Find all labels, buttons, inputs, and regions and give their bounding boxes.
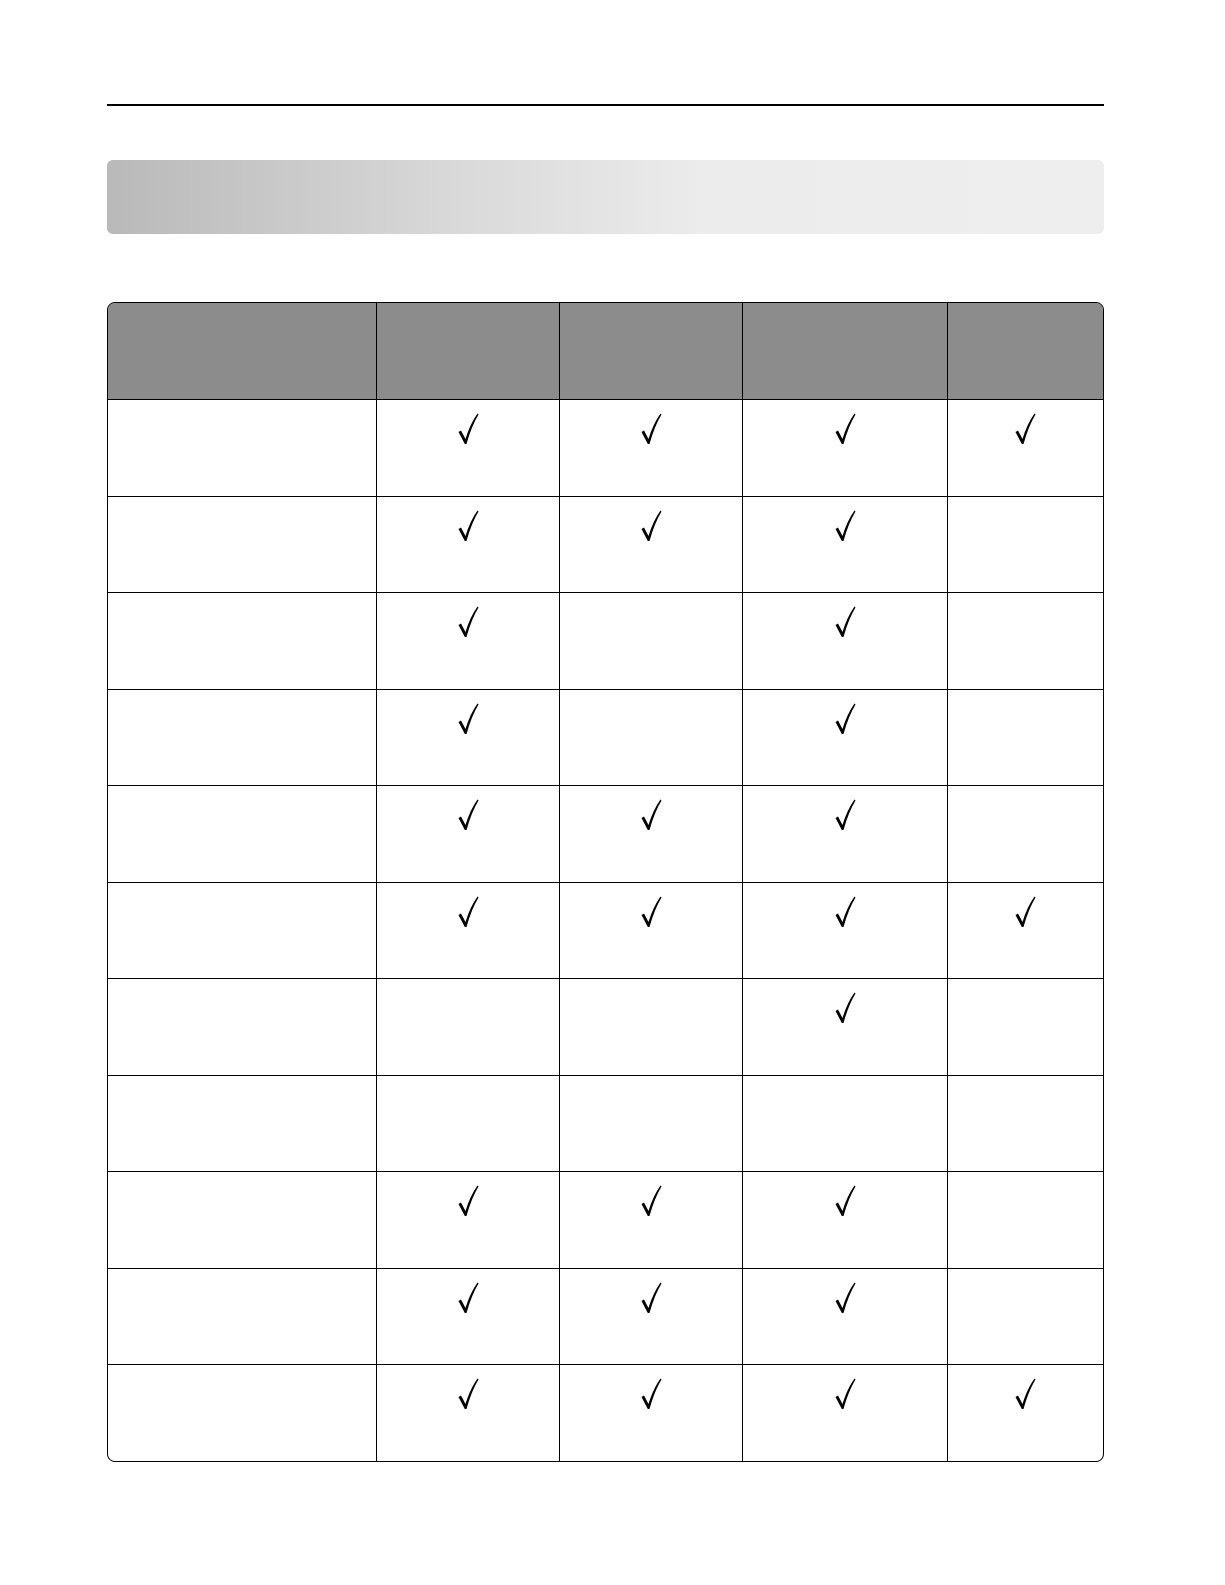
table-cell: [559, 786, 742, 883]
checkmark-icon: [834, 1184, 856, 1218]
table-cell: [559, 496, 742, 593]
support-table: [107, 302, 1104, 1462]
checkmark-icon: [834, 412, 856, 446]
checkmark-icon: [457, 605, 479, 639]
table-row: [108, 1075, 1103, 1172]
row-label: [108, 689, 376, 786]
table-cell: [376, 1172, 559, 1269]
table-cell: [947, 786, 1103, 883]
table-row: [108, 400, 1103, 497]
row-label: [108, 1365, 376, 1461]
table-row: [108, 1268, 1103, 1365]
table-cell: [559, 689, 742, 786]
table-cell: [742, 400, 947, 497]
table-cell: [376, 979, 559, 1076]
table-row: [108, 786, 1103, 883]
table-cell: [559, 882, 742, 979]
table-cell: [742, 1172, 947, 1269]
table-cell: [559, 979, 742, 1076]
header-row: [108, 303, 1103, 400]
row-label: [108, 979, 376, 1076]
table-header: [108, 303, 1103, 400]
table-cell: [742, 882, 947, 979]
table-cell: [742, 1365, 947, 1461]
table-cell: [947, 593, 1103, 690]
table-row: [108, 593, 1103, 690]
checkmark-icon: [640, 509, 662, 543]
table-cell: [559, 1172, 742, 1269]
checkmark-icon: [834, 991, 856, 1025]
table-cell: [742, 689, 947, 786]
checkmark-icon: [1014, 1377, 1036, 1411]
table-row: [108, 1365, 1103, 1461]
table-cell: [376, 1268, 559, 1365]
checkmark-icon: [640, 412, 662, 446]
support-table-grid: [108, 303, 1103, 1461]
table-cell: [376, 400, 559, 497]
table-cell: [742, 496, 947, 593]
table-cell: [376, 593, 559, 690]
table-cell: [559, 400, 742, 497]
checkmark-icon: [457, 702, 479, 736]
table-cell: [947, 1172, 1103, 1269]
table-cell: [376, 1075, 559, 1172]
checkmark-icon: [1014, 412, 1036, 446]
checkmark-icon: [640, 1281, 662, 1315]
table-cell: [947, 1075, 1103, 1172]
row-label: [108, 496, 376, 593]
table-cell: [742, 979, 947, 1076]
header-cell-3: [742, 303, 947, 400]
header-cell-1: [376, 303, 559, 400]
row-label: [108, 1172, 376, 1269]
checkmark-icon: [457, 1184, 479, 1218]
checkmark-icon: [834, 798, 856, 832]
checkmark-icon: [640, 1184, 662, 1218]
checkmark-icon: [834, 605, 856, 639]
table-cell: [559, 1365, 742, 1461]
table-cell: [376, 1365, 559, 1461]
row-label: [108, 1075, 376, 1172]
table-cell: [559, 1075, 742, 1172]
checkmark-icon: [834, 1377, 856, 1411]
table-cell: [947, 496, 1103, 593]
table-cell: [742, 1268, 947, 1365]
header-cell-4: [947, 303, 1103, 400]
checkmark-icon: [834, 702, 856, 736]
table-cell: [559, 593, 742, 690]
table-row: [108, 1172, 1103, 1269]
section-title-band: [107, 160, 1104, 234]
row-label: [108, 786, 376, 883]
checkmark-icon: [457, 1377, 479, 1411]
table-cell: [947, 882, 1103, 979]
table-cell: [947, 400, 1103, 497]
table-cell: [742, 1075, 947, 1172]
checkmark-icon: [834, 509, 856, 543]
table-row: [108, 979, 1103, 1076]
checkmark-icon: [834, 1281, 856, 1315]
table-cell: [376, 786, 559, 883]
checkmark-icon: [457, 798, 479, 832]
row-label: [108, 1268, 376, 1365]
table-cell: [947, 1268, 1103, 1365]
table-row: [108, 689, 1103, 786]
table-body: [108, 400, 1103, 1461]
table-cell: [947, 1365, 1103, 1461]
table-cell: [947, 689, 1103, 786]
checkmark-icon: [640, 798, 662, 832]
checkmark-icon: [640, 895, 662, 929]
table-row: [108, 882, 1103, 979]
row-label: [108, 882, 376, 979]
checkmark-icon: [457, 1281, 479, 1315]
header-cell-2: [559, 303, 742, 400]
checkmark-icon: [834, 895, 856, 929]
table-cell: [947, 979, 1103, 1076]
table-row: [108, 496, 1103, 593]
row-label: [108, 593, 376, 690]
table-cell: [376, 689, 559, 786]
checkmark-icon: [640, 1377, 662, 1411]
checkmark-icon: [457, 509, 479, 543]
checkmark-icon: [1014, 895, 1036, 929]
table-cell: [376, 882, 559, 979]
table-cell: [376, 496, 559, 593]
header-cell-0: [108, 303, 376, 400]
row-label: [108, 400, 376, 497]
top-divider: [107, 104, 1104, 106]
checkmark-icon: [457, 412, 479, 446]
checkmark-icon: [457, 895, 479, 929]
table-cell: [742, 786, 947, 883]
table-cell: [559, 1268, 742, 1365]
table-cell: [742, 593, 947, 690]
